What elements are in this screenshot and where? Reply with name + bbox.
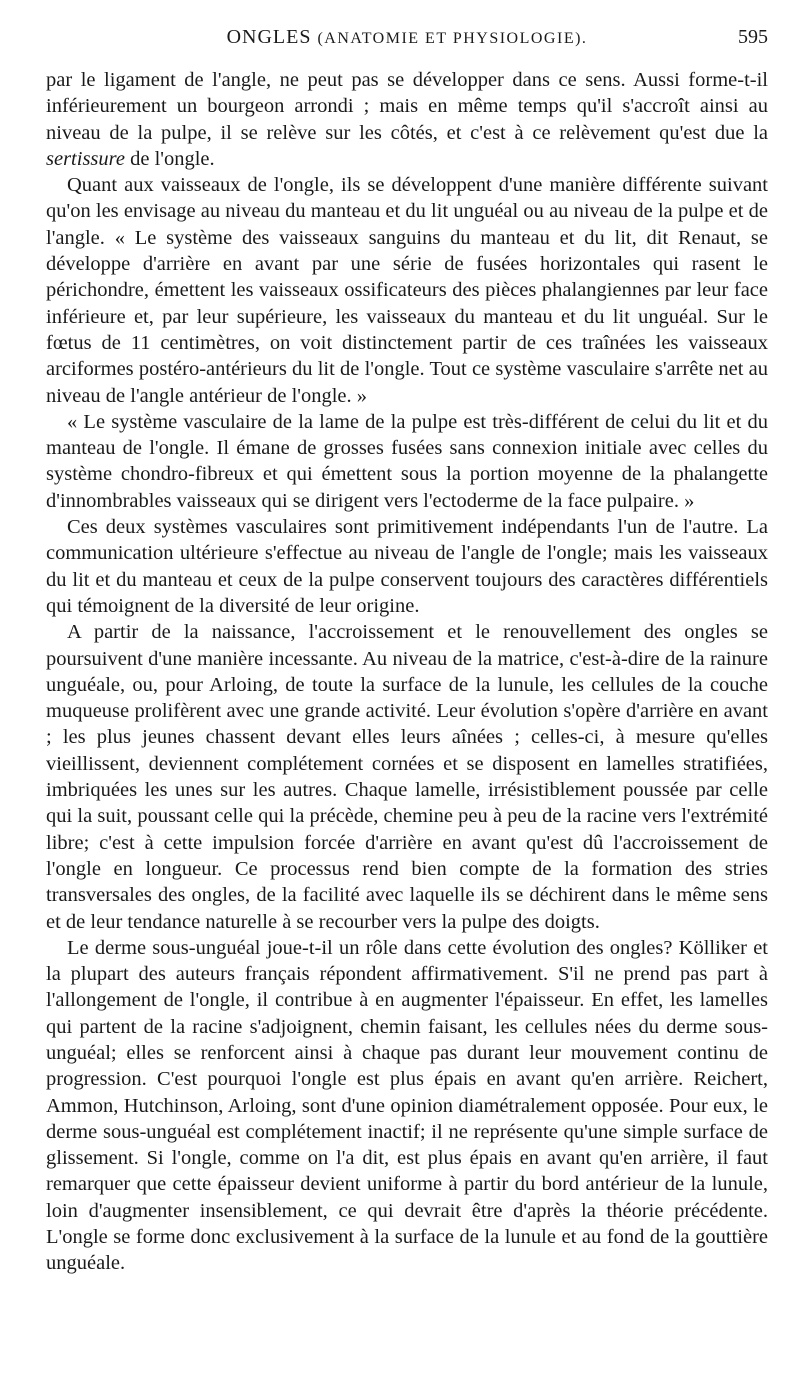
paragraph-text: par le ligament de l'angle, ne peut pas se développer dans ce sens. Aussi forme-t-il inférieurement un bourgeon arrondi ; mais en même temps qu'il s'accroît ainsi au niveau de la pulpe, il se relève sur les côtés, et c'est à ce relèvement qu'est due la [46,69,768,144]
emphasized-term: sertissure [46,147,125,170]
page-number: 595 [738,26,768,48]
running-title-main: ONGLES [226,26,312,48]
paragraph-pulp-vessels: « Le système vasculaire de la lame de la pulpe est très-différent de celui du lit et du manteau de l'ongle. Il émane de grosses fusées sans connexion initiale avec celles du système chondro-fibreux et qui émettent sous la portion moyenne de la phalangette d'innombrables vaisseaux qui se dirigent vers l'ectoderme de la face pulpaire. » [46,410,768,512]
paragraph-continuation [46,67,768,172]
paragraph-text: de l'ongle. [124,147,215,170]
paragraph-subungual-derm: Le derme sous-unguéal joue-t-il un rôle dans cette évolution des ongles? Kölliker et la plupart des auteurs français répondent affirmativement. S'il ne prend pas part à l'allongement de l'ongle, il contribue à en augmenter l'épaisseur. En effet, les lamelles qui partent de la racine s'adjoignent, chemin faisant, les cellules nées du derme sous-unguéal; elles se renforcent ainsi à chaque pas durant leur mouvement continu de progression. C'est pourquoi l'ongle est plus épais en avant qu'en arrière. Reichert, Ammon, Hutchinson, Arloing, sont d'une opinion diamétralement opposée. Pour eux, le derme sous-unguéal est complétement inactif; il ne représente qu'une simple surface de glissement. Si l'ongle, comme on l'a dit, est plus épais en avant qu'en arrière, il faut remarquer que cette épaisseur devient uniforme à partir du bord antérieur de la lunule, loin d'augmenter insensiblement, ce qui devrait être d'après la théorie précédente. L'ongle se forme donc exclusivement à la surface de la lunule et au fond de la gouttière unguéale. [46,936,768,1275]
running-title-subtitle: (ANATOMIE ET PHYSIOLOGIE). [317,30,588,47]
paragraph-vascular-systems: Ces deux systèmes vasculaires sont primitivement indépendants l'un de l'autre. La communication ultérieure s'effectue au niveau de l'angle de l'ongle; mais les vaisseaux du lit et du manteau et ceux de la pulpe conservent toujours des caractères différentiels qui témoignent de la diversité de leur origine. [46,516,768,617]
paragraph-vessels: Quant aux vaisseaux de l'ongle, ils se développent d'une manière différente suivant qu'on les envisage au niveau du manteau et du lit unguéal ou au niveau de la pulpe et de l'angle. « Le système des vaisseaux sanguins du manteau et du lit, dit Renaut, se développe d'arrière en avant par une série de fusées horizontales qui rasent le périchondre, émettent les vaisseaux ossificateurs des pièces phalangiennes par leur face inférieure et, par leur supérieure, les vaisseaux du manteau et du lit unguéal. Sur le fœtus de 11 centimètres, on voit distinctement partir de ces traînées les vaisseaux arciformes postéro-antérieurs du lit de l'ongle. Tout ce système vasculaire s'arrête net au niveau de l'angle antérieur de l'ongle. » [46,174,768,407]
body-text [46,67,768,1277]
running-title [46,26,768,49]
running-header [46,26,768,58]
paragraph-growth: A partir de la naissance, l'accroissement et le renouvellement des ongles se poursuivent d'une manière incessante. Au niveau de la matrice, c'est-à-dire de la rainure unguéale, ou, pour Arloing, de toute la surface de la lunule, les cellules de la couche muqueuse prolifèrent avec une grande activité. Leur évolution s'opère d'arrière en avant ; les plus jeunes chassent devant elles leurs aînées ; celles-ci, à mesure qu'elles vieillissent, deviennent complétement cornées et se disposent en lamelles stratifiées, imbriquées les unes sur les autres. Chaque lamelle, irrésistiblement poussée par celle qui la suit, poussant celle qui la précède, chemine peu à peu de la racine vers l'extrémité libre; c'est à cette impulsion forcée d'arrière en avant qu'est dû l'accroissement de l'ongle en longueur. Ce processus rend bien compte de la formation des stries transversales des ongles, de la facilité avec laquelle ils se déchirent dans le même sens et de leur tendance naturelle à se recourber vers la pulpe des doigts. [46,621,768,933]
book-page [46,26,768,1277]
